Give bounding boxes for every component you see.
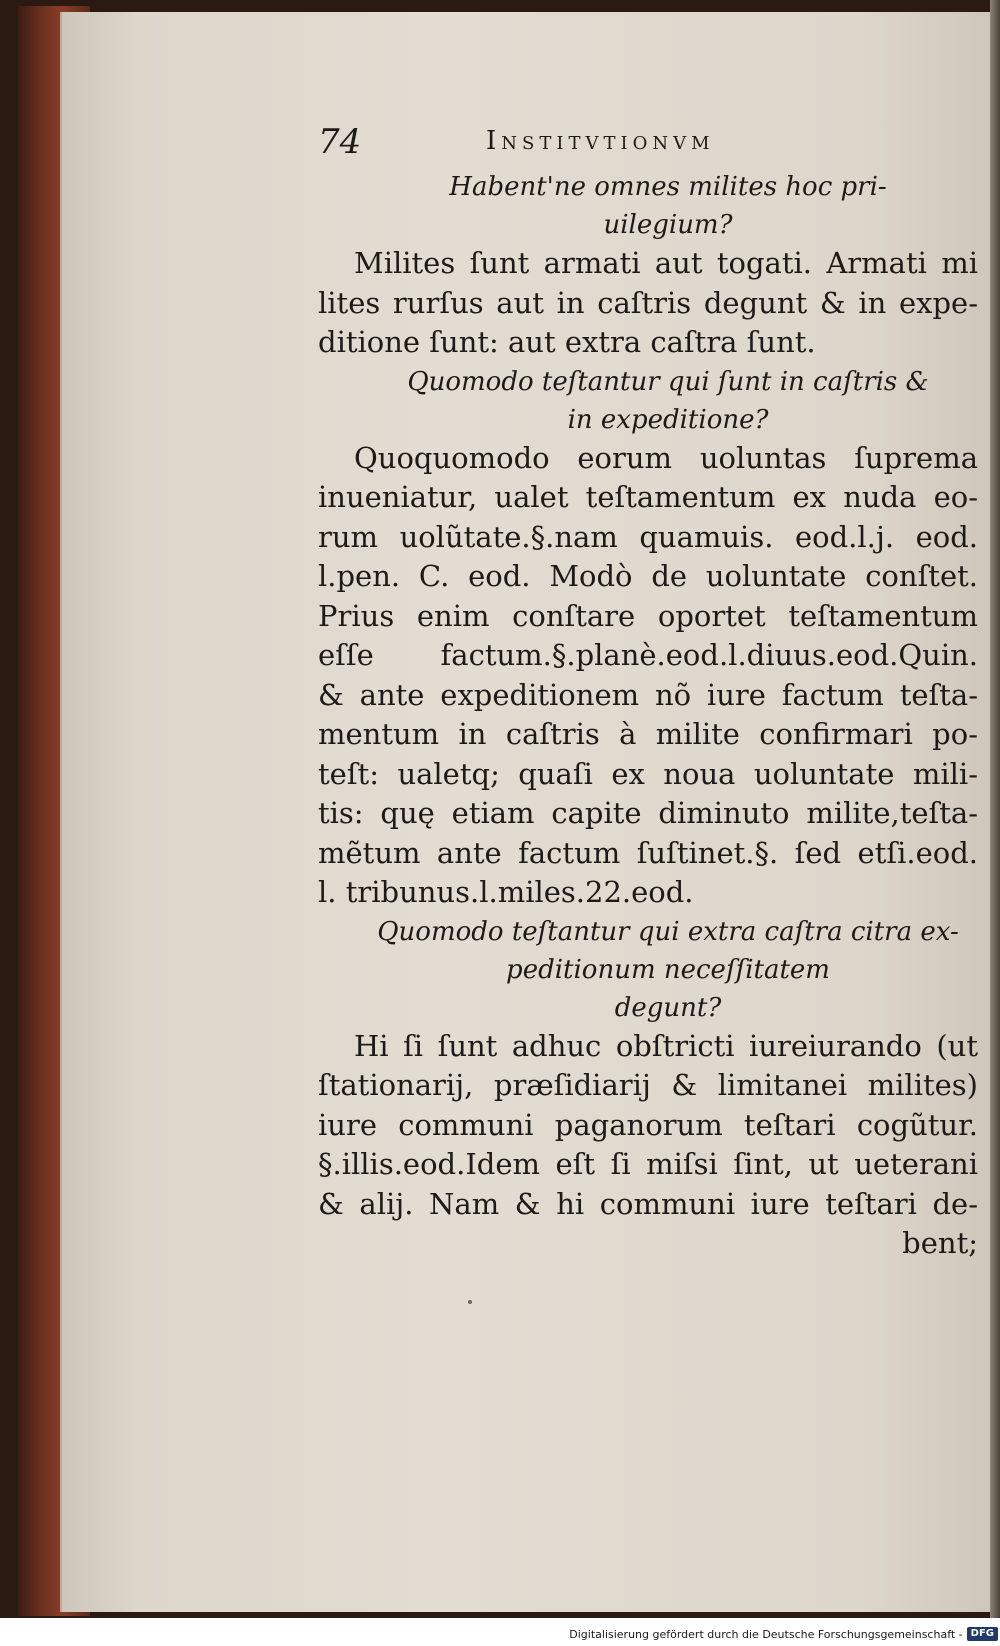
footer-credit-text: Digitalisierung gefördert durch die Deutsche Forschungsgemeinschaft - [569,1627,963,1641]
question-line: in expeditione? [567,404,769,435]
section-answer [318,244,978,363]
answer-line: l.pen. C. eod. Modò de uoluntate conſtet. [318,559,978,593]
answer-line: ſtationarij, præſidiarij & limitanei milites) [318,1068,978,1102]
answer-line: Milites ſunt armati aut togati. Armati mi [354,246,978,280]
answer-line: iure communi paganorum teſtari cogũtur. [318,1107,978,1142]
section-question [318,168,978,244]
question-line: Quomodo teſtantur qui extra caſtra citra ex- [377,916,959,947]
text-sections [318,168,978,1224]
catchword: bent; [902,1226,978,1260]
running-head [318,118,978,168]
question-line: peditionum neceſſitatem [506,954,830,985]
section-question [318,363,978,439]
question-line: Quomodo teſtantur qui ſunt in caſtris & [407,366,929,397]
page-speck [468,1300,472,1304]
answer-line: lites rurſus aut in caſtris degunt & in expe- [318,285,978,320]
running-head-title: Institvtionvm [486,126,715,156]
answer-line: teſt: ualetq; quaſi ex noua uoluntate mili- [318,756,978,791]
section-answer [318,1027,978,1225]
dfg-logo: DFG [967,1627,998,1641]
answer-line: Hi ſi ſunt adhuc obſtricti iureiurando (ut [354,1028,978,1063]
section-answer [318,439,978,913]
answer-line: & ante expeditionem nõ iure factum teſta- [318,677,978,712]
section-question [318,913,978,1027]
answer-line: §.illis.eod.Idem eſt ſi miſsi ſint, ut ueterani [318,1147,978,1181]
answer-line: ditione ſunt: aut extra caſtra ſunt. [318,325,816,359]
question-line: uilegium? [603,210,733,240]
answer-line: rum uolũtate.§.nam quamuis. eod.l.j. eod. [318,519,978,554]
page-number: 74 [318,122,362,162]
answer-line: mentum in caſtris à milite confirmari po- [318,717,978,751]
answer-line: l. tribunus.l.miles.22.eod. [318,875,694,909]
question-line: Habent'ne omnes milites hoc pri- [449,172,887,202]
answer-line: tis: quę etiam capite diminuto milite,teſta- [318,796,978,830]
page-gutter-shadow [990,0,1000,1618]
answer-line: Quoquomodo eorum uoluntas ſuprema [354,440,978,475]
answer-line: Prius enim conſtare oportet teſtamentum [318,598,978,633]
digitization-footer [569,1625,998,1643]
answer-line: mẽtum ante factum ſuſtinet.§. ſed etſi.eod. [318,835,978,870]
answer-line: inueniatur, ualet teſtamentum ex nuda eo- [318,480,978,514]
question-line: degunt? [614,992,722,1023]
answer-line: & alij. Nam & hi communi iure teſtari de- [318,1186,978,1221]
page-text-block [318,118,978,1263]
answer-line: eſſe factum.§.planè.eod.l.diuus.eod.Quin. [318,638,978,672]
